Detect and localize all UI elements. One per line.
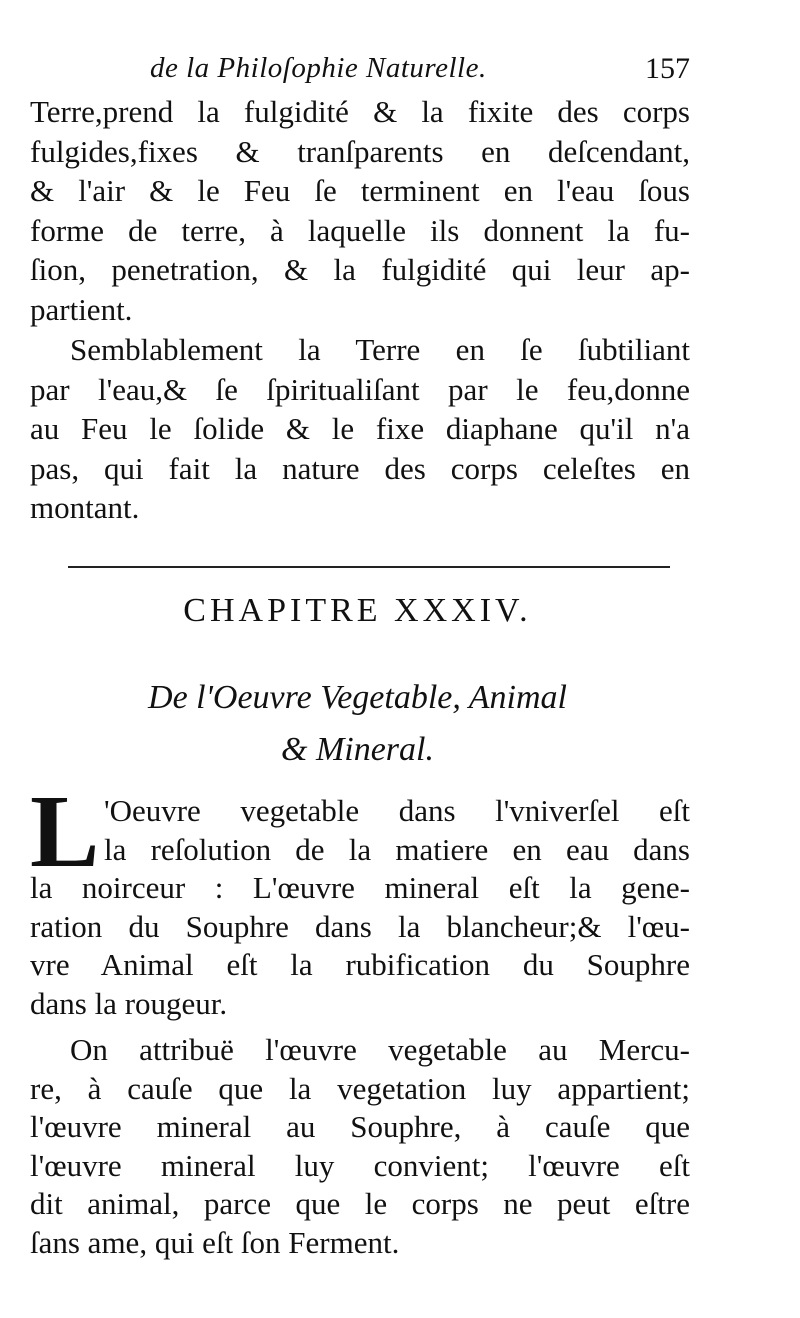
text-line: montant. bbox=[30, 490, 140, 526]
second-paragraph bbox=[30, 330, 690, 528]
text-line: Semblablement la Terre en ſe ſubtiliant bbox=[70, 332, 690, 367]
text-line: vre Animal eſt la rubification du Souphre bbox=[30, 947, 690, 982]
running-title: de la Philoſophie Naturelle. bbox=[150, 52, 487, 84]
continuation-paragraph bbox=[30, 92, 690, 330]
text-line: dit animal, parce que le corps ne peut eſtre bbox=[30, 1186, 690, 1221]
text-line: la reſolution de la matiere en eau dans bbox=[104, 831, 690, 867]
paragraph-gap bbox=[30, 1023, 690, 1031]
text-line: On attribuë l'œuvre vegetable au Mercu- bbox=[70, 1032, 690, 1067]
text-line: par l'eau,& ſe ſpiritualiſant par le feu,donne bbox=[30, 371, 690, 407]
page-number: 157 bbox=[645, 52, 690, 85]
chapter-subtitle bbox=[0, 672, 715, 776]
text-line: re, à cauſe que la vegetation luy appartient; bbox=[30, 1070, 690, 1106]
running-head bbox=[150, 52, 690, 92]
section-divider bbox=[68, 566, 670, 568]
text-line: au Feu le ſolide & le fixe diaphane qu'il n'a bbox=[30, 411, 690, 447]
text-line: forme de terre, à laquelle ils donnent la fu- bbox=[30, 212, 690, 248]
text-line: la noirceur : L'œuvre mineral eſt la gene- bbox=[30, 870, 690, 905]
chapter-heading: CHAPITRE XXXIV. bbox=[183, 592, 532, 629]
text-line: Terre,prend la fulgidité & la fixite des corps bbox=[30, 94, 690, 129]
text-line: fulgides,fixes & tranſparents en deſcendant, bbox=[30, 133, 690, 169]
chapter-body bbox=[30, 792, 690, 1262]
text-line: ration du Souphre dans la blancheur;& l'œu- bbox=[30, 908, 690, 944]
chapter-subtitle-line: De l'Oeuvre Vegetable, Animal bbox=[148, 679, 567, 716]
text-line: pas, qui fait la nature des corps celeſtes en bbox=[30, 450, 690, 486]
text-line: ſans ame, qui eſt ſon Ferment. bbox=[30, 1224, 400, 1260]
drop-cap: L bbox=[30, 774, 100, 889]
text-line: & l'air & le Feu ſe terminent en l'eau ſous bbox=[30, 173, 690, 209]
text-line: ſion, penetration, & la fulgidité qui leur ap- bbox=[30, 252, 690, 288]
text-line: partient. bbox=[30, 291, 133, 327]
text-line: dans la rougeur. bbox=[30, 985, 228, 1021]
text-line: l'œuvre mineral luy convient; l'œuvre eſt bbox=[30, 1147, 690, 1183]
chapter-subtitle-line: & Mineral. bbox=[281, 731, 434, 768]
text-line: 'Oeuvre vegetable dans l'vniverſel eſt bbox=[104, 793, 690, 828]
text-line: l'œuvre mineral au Souphre, à cauſe que bbox=[30, 1109, 690, 1144]
